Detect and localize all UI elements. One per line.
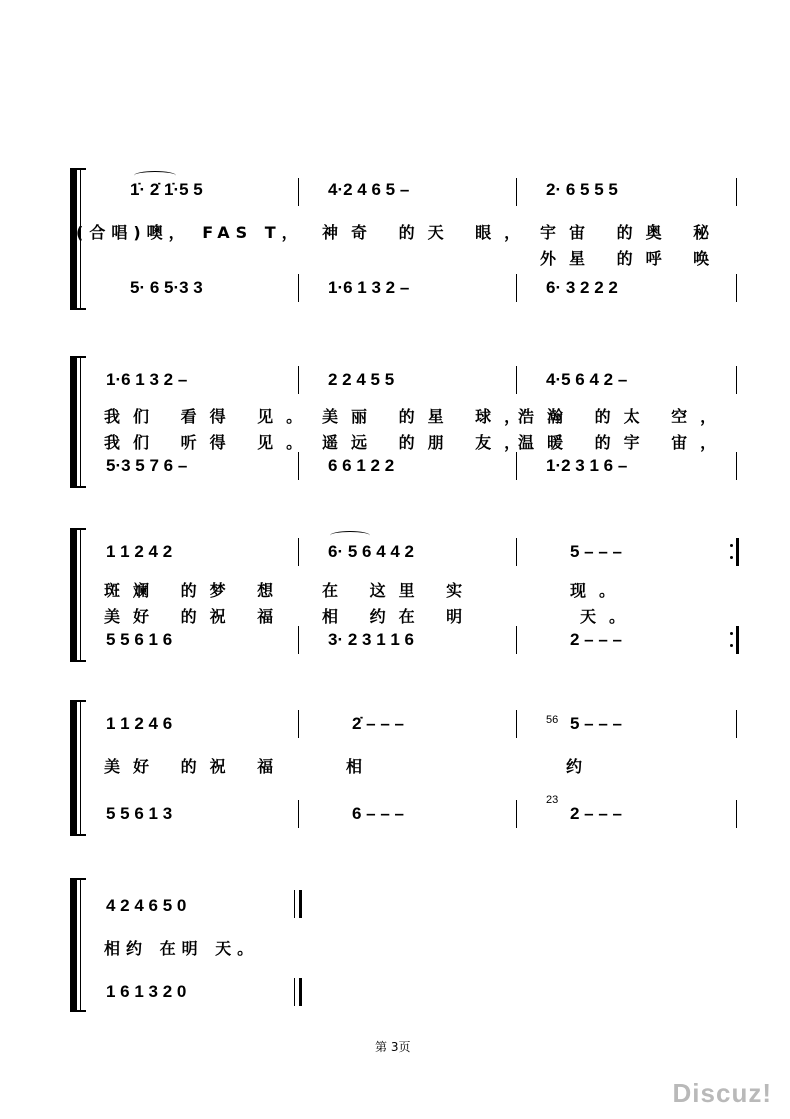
lyric-line: 神奇 的天 眼， xyxy=(322,223,534,242)
lyric-line: 遥远 的朋 友， xyxy=(322,433,534,452)
lyric-line: 现。 xyxy=(570,581,629,600)
score-system-5 xyxy=(70,878,750,1012)
harmony-measure: 1 6 1 3 2 0 xyxy=(106,982,187,1001)
score-system-4 xyxy=(70,700,750,836)
lyric-line: 浩瀚 的太 空， xyxy=(518,407,730,426)
harmony-measure: 5·3 5 7 6 – xyxy=(106,456,188,475)
lyric-line: 相 约在 明 xyxy=(322,607,476,626)
melody-measure: 5 – – – xyxy=(570,542,622,561)
lyric-line: 约 xyxy=(566,757,596,776)
melody-measure: 1·6 1 3 2 – xyxy=(106,370,188,389)
page-number: 第 3页 xyxy=(375,1040,411,1054)
lyric-line: 相 xyxy=(346,757,376,776)
score-system-3 xyxy=(70,528,750,662)
lyric-line: 美好 的祝 福 xyxy=(104,607,287,626)
lyric-line: 斑斓 的梦 想 xyxy=(104,581,287,600)
harmony-measure: 1·6 1 3 2 – xyxy=(328,278,410,297)
melody-measure: 2· 6 5 5 5 xyxy=(546,180,618,199)
harmony-measure: 5· 6 5·3 3 xyxy=(130,278,203,297)
lyric-line: 我们 看得 见。 xyxy=(104,407,316,426)
score-system-2 xyxy=(70,356,750,488)
harmony-measure: 6 – – – xyxy=(352,804,404,823)
grace-note: 56 xyxy=(546,714,559,726)
melody-measure: 6· 5 6 4 4 2 xyxy=(328,542,415,561)
watermark-logo: Discuz! xyxy=(672,1078,772,1108)
melody-measure: 1 1 2 4 2 xyxy=(106,542,173,561)
lyric-line: 美好 的祝 福 xyxy=(104,757,287,776)
harmony-measure: 6 6 1 2 2 xyxy=(328,456,395,475)
melody-measure: 2̇ – – – xyxy=(352,714,404,733)
melody-measure: 1 1 2 4 6 xyxy=(106,714,173,733)
harmony-measure: 6· 3 2 2 2 xyxy=(546,278,618,297)
lyric-line: 天。 xyxy=(580,607,639,626)
harmony-measure: 2 – – – xyxy=(570,630,622,649)
melody-measure: 2 2 4 5 5 xyxy=(328,370,395,389)
lyric-line: (合唱)噢， FAS T， xyxy=(76,223,304,242)
melody-measure: 4 2 4 6 5 0 xyxy=(106,896,187,915)
score-system-1 xyxy=(70,168,750,310)
harmony-measure: 5 5 6 1 6 xyxy=(106,630,173,649)
lyric-line: 我们 听得 见。 xyxy=(104,433,316,452)
lyric-line: 相约 在明 天。 xyxy=(104,939,260,958)
melody-measure: 4·5 6 4 2 – xyxy=(546,370,628,389)
harmony-measure: 5 5 6 1 3 xyxy=(106,804,173,823)
melody-measure: 4·2 4 6 5 – xyxy=(328,180,410,199)
melody-measure: 1̇· 2̇ 1̇·5 5 xyxy=(130,180,203,199)
melody-measure: 5 – – – xyxy=(570,714,622,733)
lyric-line: 外星 的呼 唤 xyxy=(540,249,723,268)
lyric-line: 宇宙 的奥 秘 xyxy=(540,223,723,242)
harmony-measure: 1·2 3 1 6 – xyxy=(546,456,628,475)
lyric-line: 温暖 的宇 宙， xyxy=(518,433,730,452)
grace-note: 23 xyxy=(546,794,559,806)
lyric-line: 美丽 的星 球， xyxy=(322,407,534,426)
lyric-line: 在 这里 实 xyxy=(322,581,476,600)
harmony-measure: 2 – – – xyxy=(570,804,622,823)
harmony-measure: 3· 2 3 1 1 6 xyxy=(328,630,415,649)
